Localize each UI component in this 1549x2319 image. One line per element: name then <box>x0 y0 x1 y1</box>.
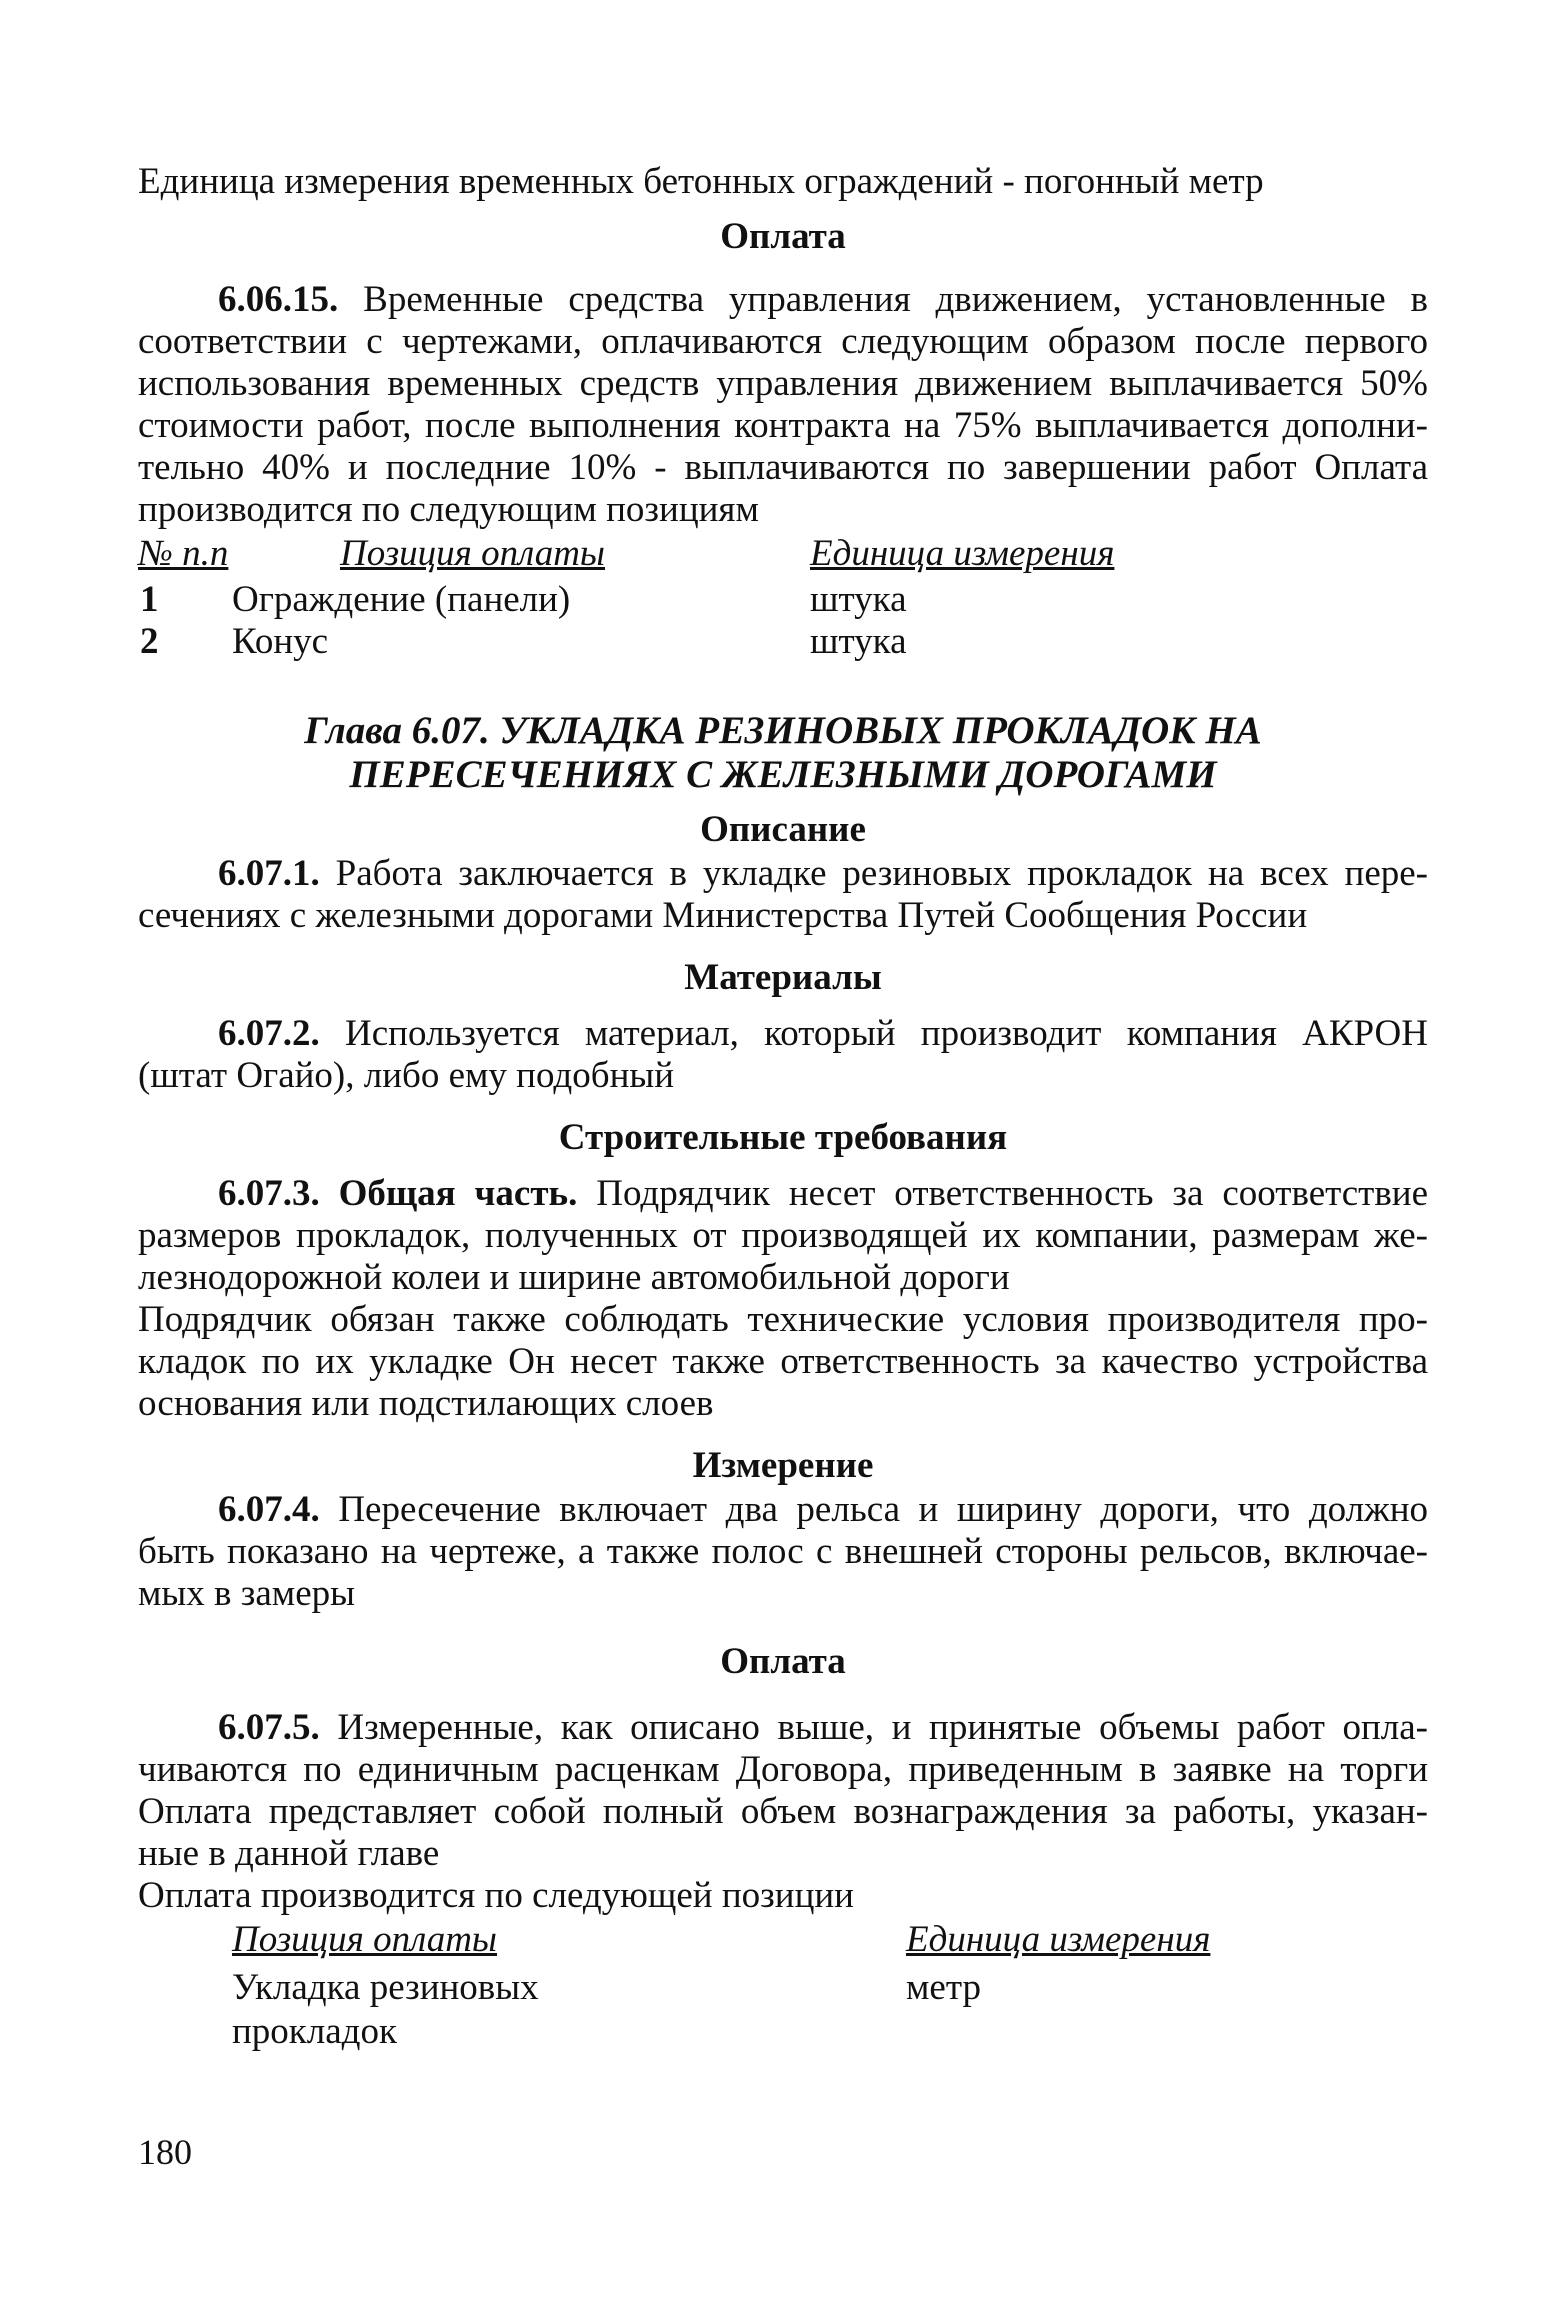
para-text: Подрядчик несет ответственность за соответствие <box>596 1173 1429 1214</box>
table1-row1-unit: штука <box>810 579 907 620</box>
table1-header-unit: Единица измерения <box>810 533 1115 574</box>
para-text: Работа заключается в укладке резиновых прокладок на всех пере- <box>335 853 1428 894</box>
table1-row1-position: Ограждение (панели) <box>232 579 571 620</box>
para-6-07-2-line2: (штат Огайо), либо ему подобный <box>138 1055 675 1096</box>
unit-line: Единица измерения временных бетонных ограждений - погонный метр <box>138 161 1264 202</box>
heading-payment: Оплата <box>720 216 846 257</box>
clause-number: 6.07.2. <box>218 1013 320 1054</box>
table1-header-position: Позиция оплаты <box>340 533 605 574</box>
para-text: Используется материал, который производит компания АКРОН <box>345 1013 1428 1054</box>
clause-number: 6.07.5. <box>218 1707 320 1748</box>
heading-construction: Строительные требования <box>558 1117 1008 1158</box>
table1-header-num: № п.п <box>138 533 229 574</box>
table1-row1-num: 1 <box>140 579 159 620</box>
clause-number: 6.07.3. <box>218 1173 320 1214</box>
para-6-07-3-line3: лезнодорожной колеи и ширине автомобильной дороги <box>138 1257 1010 1298</box>
para-6-07-3-line2: размеров прокладок, полученных от производящей их компании, размерам же- <box>138 1215 1428 1256</box>
heading-measurement: Измерение <box>692 1445 874 1486</box>
table2-header-unit: Единица измерения <box>906 1919 1211 1960</box>
clause-number: 6.07.1. <box>218 853 320 894</box>
para-text: Измеренные, как описано выше, и принятые объемы работ опла- <box>337 1707 1428 1748</box>
table2-row-unit: метр <box>906 1967 981 2008</box>
para-6-07-5-line5: Оплата производится по следующей позиции <box>138 1875 854 1916</box>
heading-description: Описание <box>700 809 866 850</box>
page-number: 180 <box>138 2132 192 2172</box>
para-text: Пересечение включает два рельса и ширину дороги, что должно <box>338 1489 1429 1530</box>
para-6-06-15-line6: производится по следующим позициям <box>138 489 759 530</box>
table1-row2-num: 2 <box>140 621 159 662</box>
clause-lead: Общая часть. <box>338 1173 578 1214</box>
heading-materials: Материалы <box>684 957 882 998</box>
para-6-07-3-line1 <box>218 1172 1428 1216</box>
para-6-07-4-line1 <box>218 1488 1428 1532</box>
heading-payment-2: Оплата <box>720 1641 846 1682</box>
para-text: Временные средства управления движением, установленные в <box>363 279 1429 320</box>
para-6-07-5-line1 <box>218 1706 1428 1750</box>
chapter-title-line1: Глава 6.07. УКЛАДКА РЕЗИНОВЫХ ПРОКЛАДОК НА <box>304 709 1262 752</box>
para-6-06-15-line5: тельно 40% и последние 10% - выплачиваются по завершении работ Оплата <box>138 447 1428 488</box>
para-6-07-3-line6: основания или подстилающих слоев <box>138 1383 714 1424</box>
table2-row-position-line2: прокладок <box>232 2011 397 2052</box>
para-6-07-5-line3: Оплата представляет собой полный объем вознаграждения за работы, указан- <box>138 1791 1428 1832</box>
table1-row2-unit: штука <box>810 621 907 662</box>
para-6-07-1-line1 <box>218 852 1428 896</box>
table2-row-position-line1: Укладка резиновых <box>232 1967 539 2008</box>
para-6-06-15-line3: использования временных средств управления движением выплачивается 50% <box>138 363 1428 404</box>
para-6-07-4-line3: мых в замеры <box>138 1573 355 1614</box>
table2-header-position: Позиция оплаты <box>232 1919 497 1960</box>
clause-number: 6.07.4. <box>218 1489 320 1530</box>
para-6-07-2-line1 <box>218 1012 1428 1056</box>
para-6-07-4-line2: быть показано на чертеже, а также полос с внешней стороны рельсов, включае- <box>138 1531 1428 1572</box>
para-6-07-5-line4: ные в данной главе <box>138 1833 440 1874</box>
clause-number: 6.06.15. <box>218 279 339 320</box>
para-6-06-15-line1 <box>218 278 1428 322</box>
para-6-07-5-line2: чиваются по единичным расценкам Договора, приведенным в заявке на торги <box>138 1749 1428 1790</box>
para-6-06-15-line2: соответствии с чертежами, оплачиваются следующим образом после первого <box>138 321 1428 362</box>
chapter-title-line2: ПЕРЕСЕЧЕНИЯХ С ЖЕЛЕЗНЫМИ ДОРОГАМИ <box>349 753 1217 796</box>
para-6-06-15-line4: стоимости работ, после выполнения контракта на 75% выплачивается дополни- <box>138 405 1428 446</box>
table1-row2-position: Конус <box>232 621 329 662</box>
para-6-07-3-line4: Подрядчик обязан также соблюдать технические условия производителя про- <box>138 1299 1428 1340</box>
para-6-07-3-line5: кладок по их укладке Он несет также ответственность за качество устройства <box>138 1341 1428 1382</box>
para-6-07-1-line2: сечениях с железными дорогами Министерства Путей Сообщения России <box>138 895 1308 936</box>
